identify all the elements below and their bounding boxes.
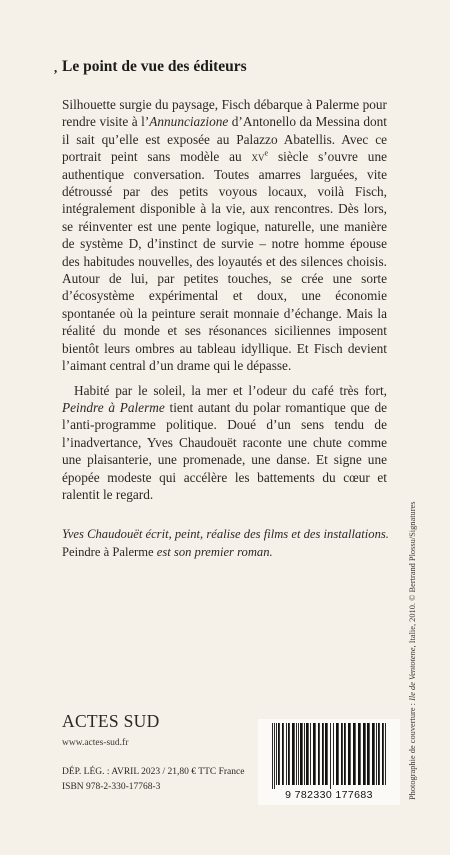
barcode-bar (341, 723, 343, 785)
barcode-bar (292, 723, 295, 785)
century-superscript: e (264, 148, 269, 158)
barcode-bar (272, 723, 273, 789)
synopsis-paragraph-2 (62, 382, 387, 504)
text-run: d’Antonello da Messina dont il sait qu’elle est exposée au Palazzo Abatellis. Avec ce portrait peint sans modèle au (62, 114, 387, 165)
barcode-bar (296, 723, 297, 785)
author-bio-line-1: Yves Chaudouët écrit, peint, réalise des films et des installations. (62, 527, 389, 541)
barcode-bar (344, 723, 346, 785)
barcode-bar (304, 723, 305, 785)
barcode-bar (325, 723, 328, 785)
barcode-bar (322, 723, 324, 785)
synopsis-paragraph-1 (62, 96, 387, 375)
barcode-digits: 9 782330 177683 (285, 789, 373, 801)
barcode-bar (336, 723, 339, 785)
barcode-bar (378, 723, 380, 785)
barcode-bar (330, 723, 331, 789)
barcode-bars (258, 719, 400, 789)
legal-info (62, 765, 244, 795)
barcode-bar (348, 723, 351, 785)
barcode-bar (363, 723, 366, 785)
photo-title: Ile de Ventotene (408, 647, 417, 701)
text-run: Silhouette surgie du paysage, Fisch débarque à Palerme pour rendre visite à l’ (62, 97, 387, 130)
text-run: siècle s’ouvre une authentique conversation. Toutes amarres larguées, vite détroussé par des petits voyous locaux, voilà Fisch, intégralement disponible à la vie, aux rencontres. Dès lors, se réinventer est une pente logique, naturelle, une manière de système D, d’instinct de survie – notre homme épouse des habitudes nouvelles, des loyautés et des silences choisis. Autour de lui, par petites touches, se crée une sorte d’écosystème expérimental et doux, une économie spontanée où la peinture serait monnaie d’échange. Mais la réalité du monde et ses résonances siciliennes imposent bientôt leurs ombres au tableau idyllique. Et Fisch devient l’aimant central d’un drame qui le dépasse. (62, 149, 387, 374)
synopsis (62, 96, 387, 510)
barcode-bar (286, 723, 287, 785)
book-title: Peindre à Palerme (62, 399, 165, 415)
barcode-bar (288, 723, 290, 785)
heading-mark: , (54, 60, 58, 75)
barcode-bar (385, 723, 386, 785)
text-run: tient autant du polar romantique que de l’anti-programme politique. Doué d’un sens tendu de l’inadvertance, Yves Chaudouët raconte une chute comme une plaisanterie, une promenade, une danse. Et signe une épopée modeste qui accélère les battements du cœur et ralentit le regard. (62, 399, 387, 502)
barcode-bar (376, 723, 377, 785)
barcode-bar (274, 723, 275, 789)
book-title: Peindre à Palerme (62, 544, 154, 559)
barcode-bar (367, 723, 370, 785)
section-heading: Le point de vue des éditeurs (62, 58, 247, 75)
text-run: est son premier roman. (153, 544, 273, 559)
author-bio-line-2 (62, 544, 402, 562)
publisher-website: www.actes-sud.fr (62, 738, 129, 748)
publisher-logo: ACTES SUD (62, 711, 160, 731)
barcode-bar (310, 723, 311, 785)
isbn: ISBN 978-2-330-17768-3 (62, 782, 161, 792)
barcode-bar (298, 723, 299, 785)
barcode-bar (276, 723, 277, 785)
barcode (258, 719, 400, 805)
barcode-bar (382, 723, 384, 785)
barcode-bar (278, 723, 280, 785)
barcode-bar (353, 723, 356, 785)
photo-credit (408, 130, 417, 800)
legal-deposit-price: DÉP. LÉG. : AVRIL 2023 / 21,80 € TTC France (62, 767, 245, 777)
century-numeral: xv (251, 149, 265, 165)
barcode-bar (318, 723, 320, 785)
artwork-title: Annunciazione (149, 114, 229, 130)
barcode-bar (333, 723, 334, 785)
text-run: , Italie, 2010. © Bertrand Plossu/Signatures (408, 501, 417, 648)
author-bio (62, 526, 402, 561)
barcode-bar (372, 723, 375, 785)
barcode-bar (306, 723, 309, 785)
barcode-bar (282, 723, 284, 785)
barcode-bar (300, 723, 303, 785)
barcode-bar (358, 723, 361, 785)
barcode-bar (313, 723, 316, 785)
text-run: Photographie de couverture : (408, 700, 417, 800)
text-run: Habité par le soleil, la mer et l’odeur du café très fort, (74, 382, 387, 398)
